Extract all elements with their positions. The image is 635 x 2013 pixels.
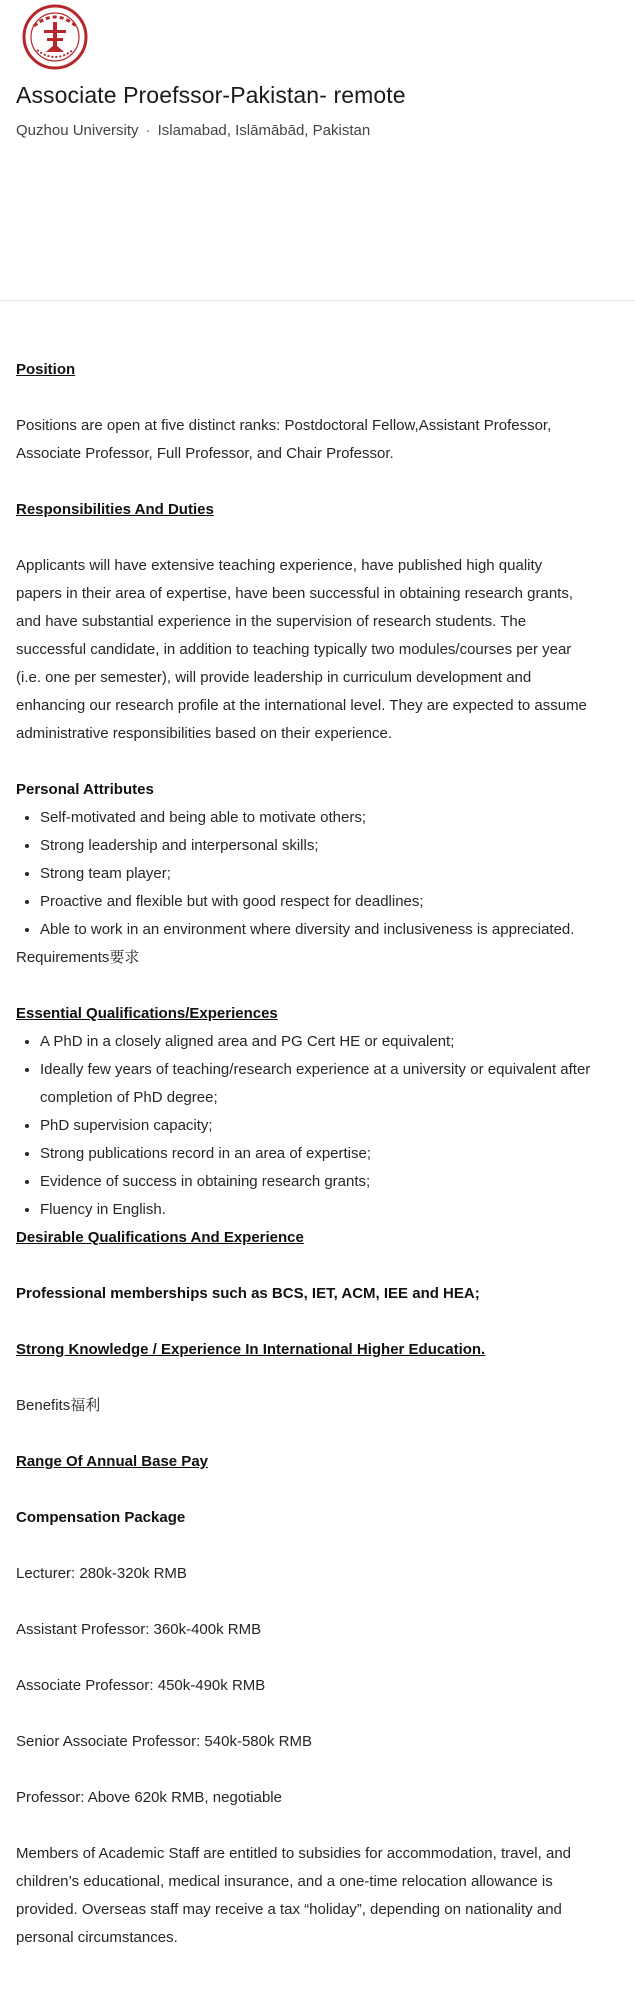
job-title: Associate Proefssor-Pakistan- remote xyxy=(16,82,406,108)
job-meta xyxy=(16,122,370,139)
list-item: • A PhD in a closely aligned area and PG Cert HE or equivalent; xyxy=(40,1028,591,1056)
meta-separator: · xyxy=(145,122,151,139)
list-item: • Evidence of success in obtaining research grants; xyxy=(40,1168,591,1196)
job-location: Islamabad, Islāmābād, Pakistan xyxy=(157,122,371,139)
pay-associate-professor: Associate Professor: 450k-490k RMB xyxy=(16,1677,266,1694)
pay-professor: Professor: Above 620k RMB, negotiable xyxy=(16,1789,282,1806)
knowledge-heading: Strong Knowledge / Experience In International Higher Education. xyxy=(16,1341,486,1358)
personal-attributes-heading: Personal Attributes xyxy=(16,781,154,798)
list-item: • Proactive and flexible but with good respect for deadlines; xyxy=(40,888,591,916)
list-item: • Self-motivated and being able to motivate others; xyxy=(40,804,591,832)
position-heading: Position xyxy=(16,361,76,378)
job-header xyxy=(0,0,635,301)
job-description xyxy=(16,356,591,1952)
list-item: • PhD supervision capacity; xyxy=(40,1112,591,1140)
benefits-label: Benefits福利 xyxy=(16,1397,101,1414)
list-item: • Able to work in an environment where diversity and inclusiveness is appreciated. xyxy=(40,916,591,944)
compensation-heading: Compensation Package xyxy=(16,1509,186,1526)
quzhou-university-seal-logo-icon[interactable] xyxy=(20,2,90,72)
responsibilities-heading: Responsibilities And Duties xyxy=(16,501,214,518)
requirements-label: Requirements要求 xyxy=(16,949,140,966)
company-name[interactable]: Quzhou University xyxy=(16,122,139,139)
pay-range-heading: Range Of Annual Base Pay xyxy=(16,1453,208,1470)
pay-senior-associate-professor: Senior Associate Professor: 540k-580k RMB xyxy=(16,1733,312,1750)
desirable-heading: Desirable Qualifications And Experience xyxy=(16,1229,304,1246)
responsibilities-text: Applicants will have extensive teaching experience, have published high quality papers in their area of expertise, have been successful in obtaining research grants, and have substantial experience in the supervision of research students. The successful candidate, in addition to teaching typically two modules/courses per year (i.e. one per semester), will provide leadership in curriculum development and enhancing our research profile at the international level. They are expected to assume administrative responsibilities based on their experience. xyxy=(16,557,587,742)
list-item: • Strong publications record in an area of expertise; xyxy=(40,1140,591,1168)
pay-lecturer: Lecturer: 280k-320k RMB xyxy=(16,1565,187,1582)
list-item: • Ideally few years of teaching/research experience at a university or equivalent after completion of PhD degree; xyxy=(40,1056,591,1112)
subsidies-text: Members of Academic Staff are entitled to subsidies for accommodation, travel, and children’s educational, medical insurance, and a one-time relocation allowance is provided. Overseas staff may receive a tax “holiday”, depending on nationality and personal circumstances. xyxy=(16,1845,571,1946)
list-item: • Fluency in English. xyxy=(40,1196,591,1224)
essential-list xyxy=(16,1028,591,1224)
position-text: Positions are open at five distinct ranks: Postdoctoral Fellow,Assistant Professor, Associate Professor, Full Professor, and Chair Professor. xyxy=(16,417,552,462)
list-item: • Strong leadership and interpersonal skills; xyxy=(40,832,591,860)
personal-attributes-list xyxy=(16,804,591,944)
memberships-text: Professional memberships such as BCS, IET, ACM, IEE and HEA; xyxy=(16,1285,480,1302)
essential-heading: Essential Qualifications/Experiences xyxy=(16,1005,278,1022)
pay-assistant-professor: Assistant Professor: 360k-400k RMB xyxy=(16,1621,262,1638)
list-item: • Strong team player; xyxy=(40,860,591,888)
